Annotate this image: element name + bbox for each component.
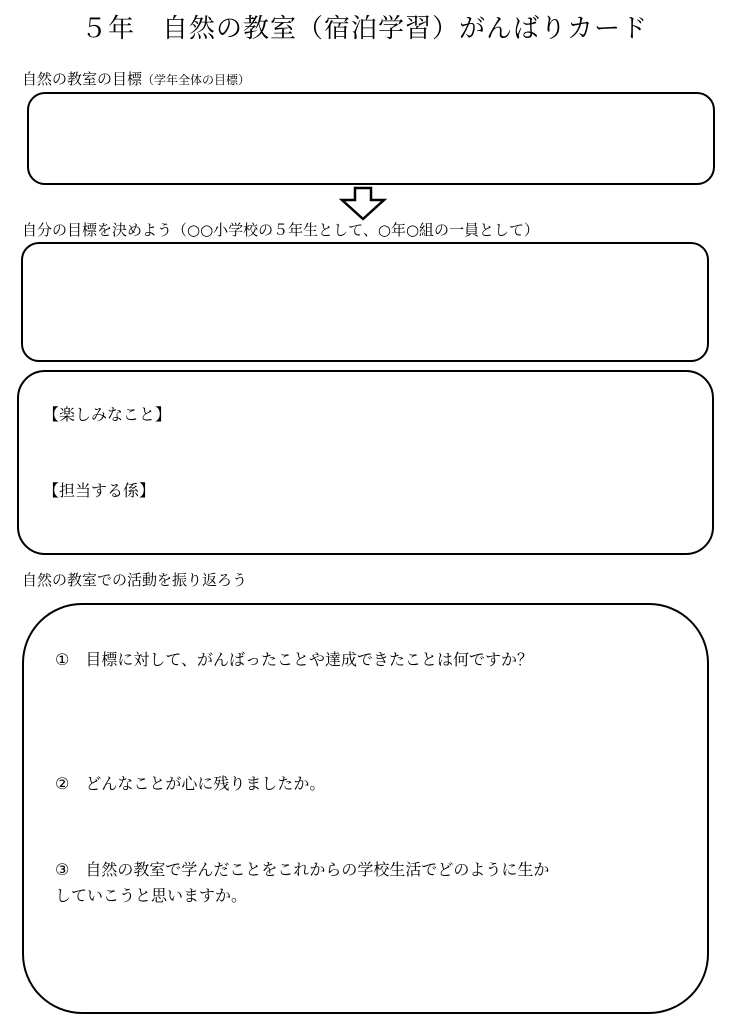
reflection-label: 自然の教室での活動を振り返ろう: [22, 571, 248, 589]
class-goal-label: [22, 68, 250, 89]
plans-box[interactable]: [17, 370, 714, 555]
question-2: ② どんなことが心に残りましたか。: [55, 774, 326, 793]
page-title: ５年 自然の教室（宿泊学習）がんばりカード: [80, 14, 648, 44]
reflection-box[interactable]: [22, 603, 709, 1014]
down-arrow-icon: [338, 186, 388, 222]
question-3-line1: ③ 自然の教室で学んだことをこれからの学校生活でどのように生か: [55, 860, 550, 879]
question-1: ① 目標に対して、がんばったことや達成できたことは何ですか？: [55, 650, 534, 669]
assigned-role-label: 【担当する係】: [43, 481, 156, 500]
question-3-line2: していこうと思いますか。: [55, 886, 248, 905]
personal-goal-label: 自分の目標を決めよう（○○小学校の５年生として、○年○組の一員として）: [22, 221, 540, 239]
looking-forward-label: 【楽しみなこと】: [43, 405, 172, 424]
class-goal-label-text: 自然の教室の目標: [22, 70, 143, 88]
class-goal-box[interactable]: [27, 92, 715, 185]
class-goal-sublabel: （学年全体の目標）: [142, 73, 251, 87]
personal-goal-box[interactable]: [21, 242, 709, 362]
